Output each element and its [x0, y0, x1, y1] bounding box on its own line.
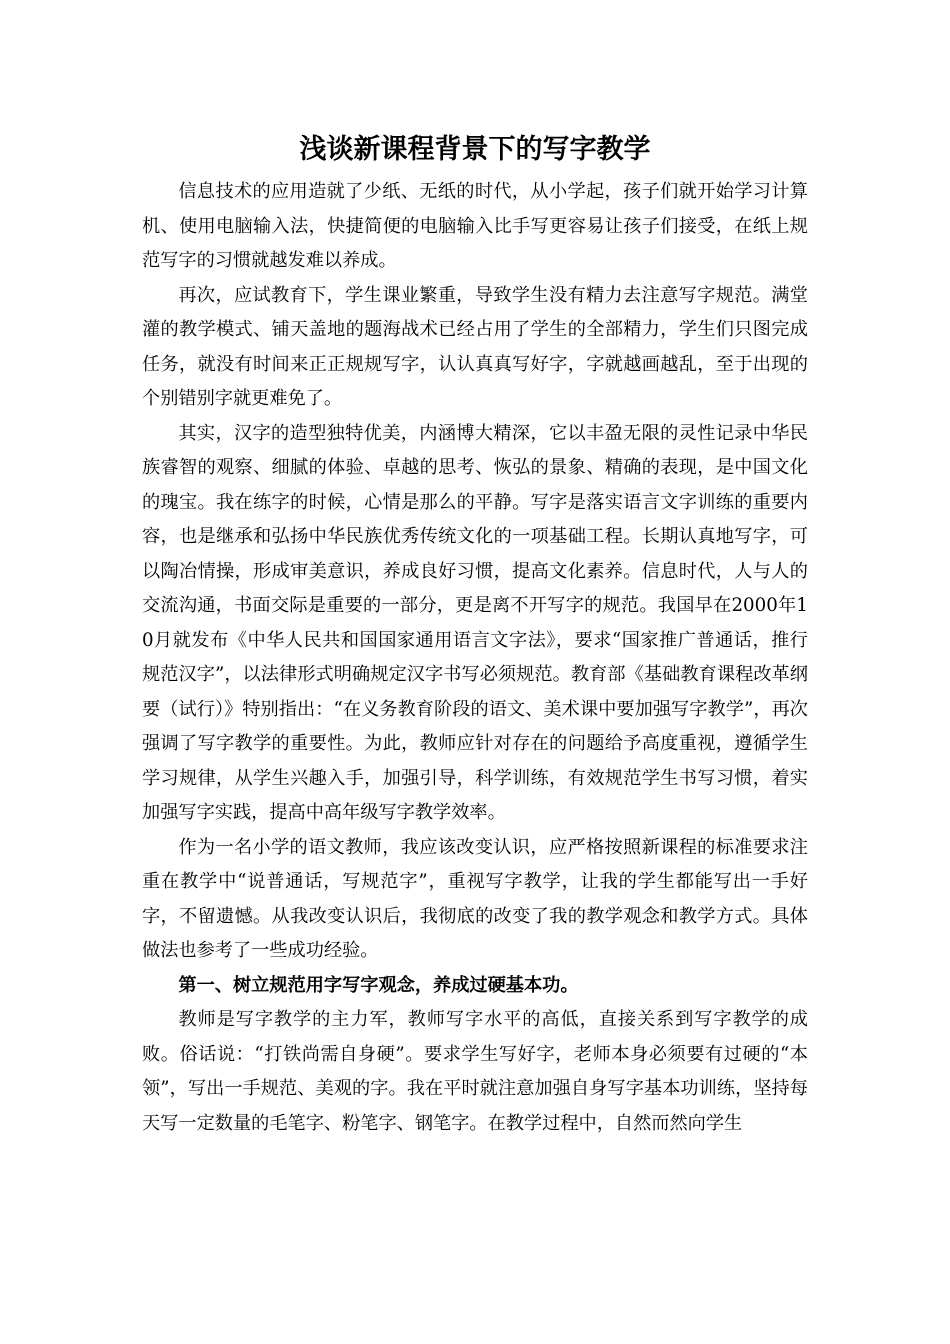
paragraph-1: 信息技术的应用造就了少纸、无纸的时代，从小学起，孩子们就开始学习计算机、使用电脑输入法，快捷简便的电脑输入比手写更容易让孩子们接受，在纸上规范写字的习惯就越发难以养成。	[142, 181, 808, 271]
paragraph-2: 再次，应试教育下，学生课业繁重，导致学生没有精力去注意写字规范。满堂灌的教学模式、铺天盖地的题海战术已经占用了学生的全部精力，学生们只图完成任务，就没有时间来正正规规写字，认认真真写好字，字就越画越乱，至于出现的个别错别字就更难免了。	[142, 284, 808, 409]
document-title: 浅谈新课程背景下的写字教学	[299, 134, 651, 165]
section-heading-1: 第一、树立规范用字写字观念，养成过硬基本功。	[178, 974, 579, 996]
document-page	[142, 130, 808, 1141]
paragraph-3: 其实，汉字的造型独特优美，内涵博大精深，它以丰盈无限的灵性记录中华民族睿智的观察、细腻的体验、卓越的思考、恢弘的景象、精确的表现，是中国文化的瑰宝。我在练字的时候，心情是那么的平静。写字是落实语言文字训练的重要内容，也是继承和弘扬中华民族优秀传统文化的一项基础工程。长期认真地写字，可以陶冶情操，形成审美意识，养成良好习惯，提高文化素养。信息时代，人与人的交流沟通，书面交际是重要的一部分，更是离不开写字的规范。我国早在2000年10月就发布《中华人民共和国国家通用语言文字法》，要求“国家推广普通话，推行规范汉字”，以法律形式明确规定汉字书写必须规范。教育部《基础教育课程改革纲要（试行）》特别指出：“在义务教育阶段的语文、美术课中要加强写字教学”，再次强调了写字教学的重要性。为此，教师应针对存在的问题给予高度重视，遵循学生学习规律，从学生兴趣入手，加强引导，科学训练，有效规范学生书写习惯，着实加强写字实践，提高中高年级写字教学效率。	[142, 422, 808, 823]
paragraph-5: 教师是写字教学的主力军，教师写字水平的高低，直接关系到写字教学的成败。俗话说：“打铁尚需自身硬”。要求学生写好字，老师本身必须要有过硬的“本领”，写出一手规范、美观的字。我在平时就注意加强自身写字基本功训练，坚持每天写一定数量的毛笔字、粉笔字、钢笔字。在教学过程中，自然而然向学生	[142, 1009, 808, 1134]
paragraph-4: 作为一名小学的语文教师，我应该改变认识，应严格按照新课程的标准要求注重在教学中“说普通话，写规范字”，重视写字教学，让我的学生都能写出一手好字，不留遗憾。从我改变认识后，我彻底的改变了我的教学观念和教学方式。具体做法也参考了一些成功经验。	[142, 836, 808, 961]
